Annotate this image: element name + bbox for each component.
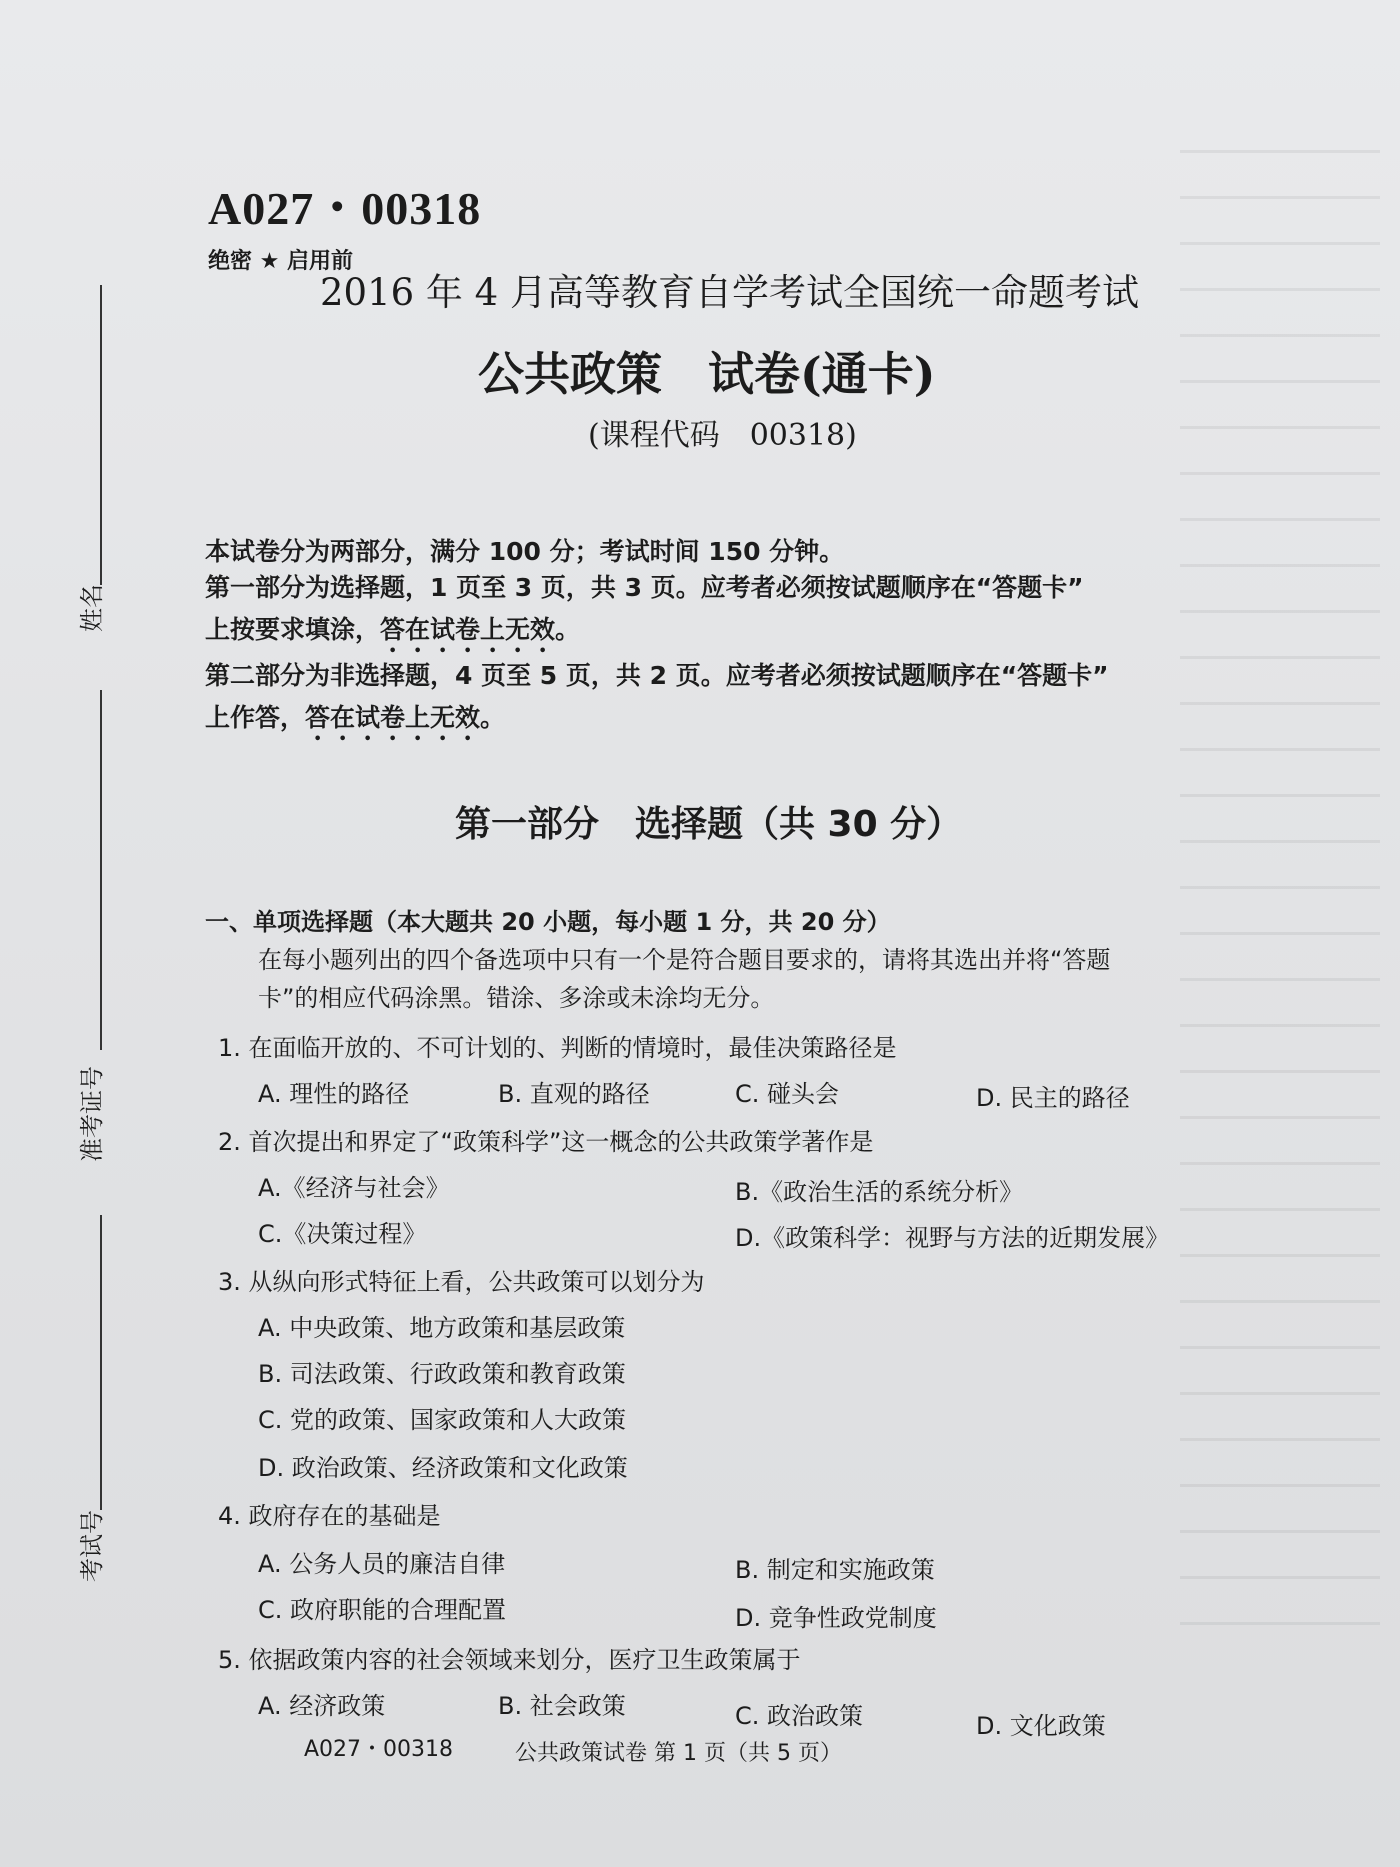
exam-title: 2016 年 4 月高等教育自学考试全国统一命题考试 <box>320 271 1139 314</box>
intro-line-5-emphasis: 答在试卷上无效 <box>305 703 481 732</box>
question-5-option-b: B. 社会政策 <box>498 1692 626 1720</box>
exam-no-line <box>100 1215 102 1510</box>
question-4-option-b: B. 制定和实施政策 <box>735 1556 935 1584</box>
question-4-stem: 4. 政府存在的基础是 <box>218 1502 441 1530</box>
footer-page-info: 公共政策试卷 第 1 页（共 5 页） <box>515 1741 842 1766</box>
question-5-stem: 5. 依据政策内容的社会领域来划分，医疗卫生政策属于 <box>218 1646 801 1674</box>
question-3-stem: 3. 从纵向形式特征上看，公共政策可以划分为 <box>218 1268 705 1296</box>
paper-title: 公共政策 试卷(通卡) <box>478 347 936 401</box>
question-2-option-b: B.《政治生活的系统分析》 <box>735 1178 1024 1206</box>
admission-line <box>100 690 102 1050</box>
section-1-instruction-1: 在每小题列出的四个备选项中只有一个是符合题目要求的，请将其选出并将“答题 <box>258 946 1111 974</box>
question-2-option-c: C.《决策过程》 <box>258 1220 427 1248</box>
intro-line-3 <box>205 610 580 659</box>
name-line <box>100 285 102 585</box>
intro-line-3-a: 上按要求填涂， <box>205 615 381 644</box>
question-4-option-d: D. 竞争性政党制度 <box>735 1604 937 1632</box>
question-1-option-c: C. 碰头会 <box>735 1080 840 1108</box>
intro-line-5-c: 。 <box>480 703 506 732</box>
question-2-option-d: D.《政策科学：视野与方法的近期发展》 <box>735 1224 1170 1252</box>
section-1-instruction-2: 卡”的相应代码涂黑。错涂、多涂或未涂均无分。 <box>258 984 775 1012</box>
question-2-option-a: A.《经济与社会》 <box>258 1174 450 1202</box>
intro-line-3-emphasis: 答在试卷上无效 <box>380 615 556 644</box>
question-3-option-d: D. 政治政策、经济政策和文化政策 <box>258 1454 628 1482</box>
question-3-option-b: B. 司法政策、行政政策和教育政策 <box>258 1360 626 1388</box>
question-4-option-c: C. 政府职能的合理配置 <box>258 1596 507 1624</box>
admission-label: 准考证号 <box>78 1066 106 1162</box>
intro-line-5 <box>205 698 505 747</box>
part-1-title: 第一部分 选择题（共 30 分） <box>455 804 963 845</box>
exam-no-label: 考试号 <box>78 1510 106 1582</box>
secret-mark: 绝密 ★ 启用前 <box>208 249 354 274</box>
question-4-option-a: A. 公务人员的廉洁自律 <box>258 1550 506 1578</box>
question-2-stem: 2. 首次提出和界定了“政策科学”这一概念的公共政策学著作是 <box>218 1128 874 1156</box>
intro-line-3-c: 。 <box>555 615 581 644</box>
question-5-option-c: C. 政治政策 <box>735 1702 864 1730</box>
intro-line-1: 本试卷分为两部分，满分 100 分；考试时间 150 分钟。 <box>205 537 845 566</box>
question-5-option-d: D. 文化政策 <box>976 1712 1106 1740</box>
intro-line-2: 第一部分为选择题，1 页至 3 页，共 3 页。应考者必须按试题顺序在“答题卡” <box>205 573 1084 602</box>
question-1-stem: 1. 在面临开放的、不可计划的、判断的情境时，最佳决策路径是 <box>218 1034 897 1062</box>
show-through-shadow <box>1180 150 1380 1650</box>
question-3-option-a: A. 中央政策、地方政策和基层政策 <box>258 1314 626 1342</box>
question-1-option-d: D. 民主的路径 <box>976 1084 1130 1112</box>
question-1-option-a: A. 理性的路径 <box>258 1080 410 1108</box>
footer-code: A027・00318 <box>304 1737 454 1762</box>
course-code: (课程代码 00318) <box>588 418 857 453</box>
paper-code: A027・00318 <box>208 183 482 234</box>
name-label: 姓名 <box>78 584 106 632</box>
question-3-option-c: C. 党的政策、国家政策和人大政策 <box>258 1406 627 1434</box>
section-1-heading: 一、单项选择题（本大题共 20 小题，每小题 1 分，共 20 分） <box>205 908 891 936</box>
question-5-option-a: A. 经济政策 <box>258 1692 386 1720</box>
intro-line-4: 第二部分为非选择题，4 页至 5 页，共 2 页。应考者必须按试题顺序在“答题卡” <box>205 661 1109 690</box>
question-1-option-b: B. 直观的路径 <box>498 1080 650 1108</box>
intro-line-5-a: 上作答， <box>205 703 306 732</box>
